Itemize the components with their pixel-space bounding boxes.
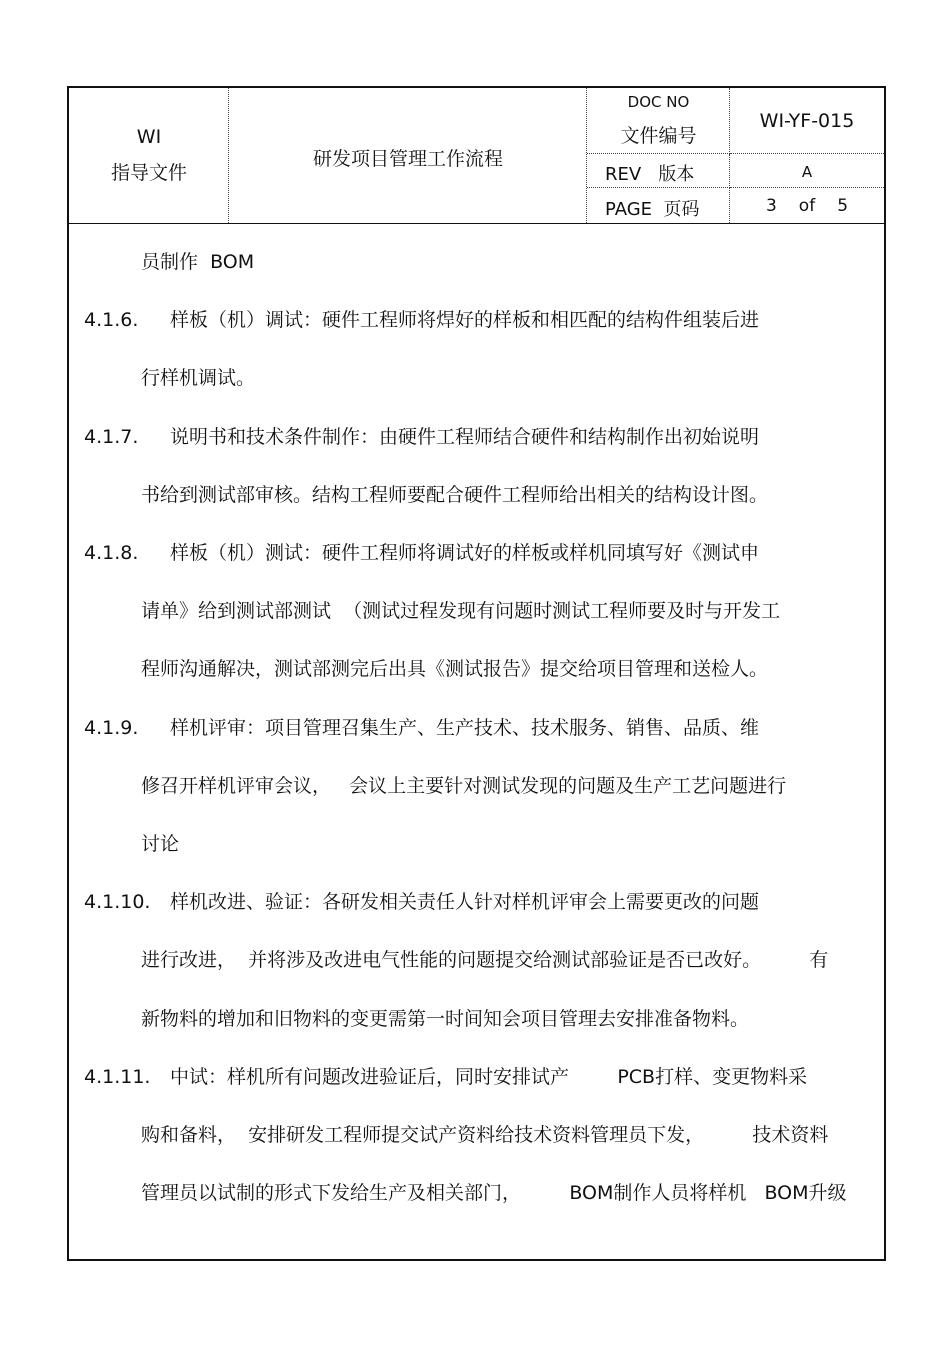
rev-value-cell xyxy=(730,154,884,188)
continuation-text: 行样机调试。 xyxy=(141,367,256,390)
doc-no-label-cell xyxy=(587,88,730,154)
page-total: 5 xyxy=(837,196,849,216)
section-text: 中试：样机所有问题改进验证后，同时安排试产 PCB打样、变更物料采 xyxy=(170,1065,808,1088)
continuation-text: 请单》给到测试部测试 （测试过程发现有问题时测试工程师要及时与开发工 xyxy=(141,600,781,623)
doc-no-value: WI-YF-015 xyxy=(759,110,855,132)
section-number: 4.1.11. xyxy=(84,1065,151,1088)
section-text: 样板（机）调试：硬件工程师将焊好的样板和相匹配的结构件组装后进 xyxy=(170,309,760,332)
doc-no-label-cn: 文件编号 xyxy=(620,125,697,147)
doc-no-value-cell xyxy=(730,88,884,154)
page-label-cell xyxy=(587,188,730,223)
page-current: 3 xyxy=(765,196,777,216)
section-number: 4.1.6. xyxy=(84,309,139,332)
section-number: 4.1.10. xyxy=(84,891,151,914)
section-number: 4.1.9. xyxy=(84,716,139,739)
continuation-text: 程师沟通解决，测试部测完后出具《测试报告》提交给项目管理和送检人。 xyxy=(141,658,769,681)
document-title: 研发项目管理工作流程 xyxy=(312,148,503,170)
doc-type-code: WI xyxy=(136,126,162,148)
continuation-text: 购和备料， 安排研发工程师提交试产资料给技术资料管理员下发， 技术资料 xyxy=(141,1124,829,1146)
continuation-text: 书给到测试部审核。结构工程师要配合硬件工程师给出相关的结构设计图。 xyxy=(141,483,769,506)
page-label: PAGE 页码 xyxy=(605,199,700,220)
doc-type-cell xyxy=(69,88,229,223)
continuation-text: 管理员以试制的形式下发给生产及相关部门， BOM制作人员将样机 BOM升级 xyxy=(141,1182,847,1205)
document-header xyxy=(69,88,884,224)
section-text: 样板（机）测试：硬件工程师将调试好的样板或样机同填写好《测试申 xyxy=(170,542,760,564)
section-number: 4.1.8. xyxy=(84,542,139,564)
continuation-text: 进行改进， 并将涉及改进电气性能的问题提交给测试部验证是否已改好。 有 xyxy=(141,949,829,972)
continuation-text: 修召开样机评审会议， 会议上主要针对测试发现的问题及生产工艺问题进行 xyxy=(141,774,787,797)
title-cell xyxy=(229,88,587,223)
rev-label: REV 版本 xyxy=(605,164,695,185)
section-number: 4.1.7. xyxy=(84,425,139,448)
doc-type-label: 指导文件 xyxy=(110,162,187,184)
document-frame xyxy=(67,86,886,1261)
doc-no-label-en: DOC NO xyxy=(627,93,690,111)
rev-value: A xyxy=(801,163,813,181)
continuation-text: 讨论 xyxy=(141,833,180,855)
page-of: of xyxy=(798,196,816,216)
section-text: 说明书和技术条件制作：由硬件工程师结合硬件和结构制作出初始说明 xyxy=(170,425,760,448)
section-text: 样机改进、验证：各研发相关责任人针对样机评审会上需要更改的问题 xyxy=(170,891,760,914)
page-value-cell xyxy=(730,188,884,223)
rev-label-cell xyxy=(587,154,730,188)
continuation-text: 新物料的增加和旧物料的变更需第一时间知会项目管理去安排准备物料。 xyxy=(141,1007,750,1030)
section-text: 样机评审：项目管理召集生产、生产技术、技术服务、销售、品质、维 xyxy=(170,716,760,739)
page-number xyxy=(730,196,884,216)
continuation-text: 员制作 BOM xyxy=(141,251,255,273)
